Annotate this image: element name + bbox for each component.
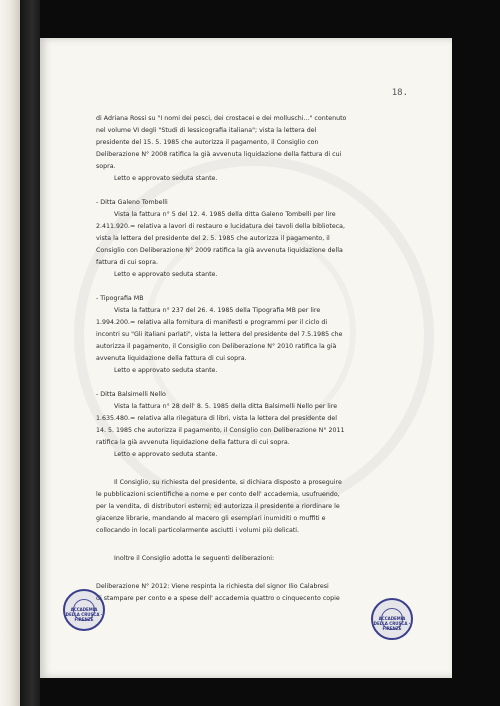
text-line: 2.411.920.= relativa a lavori di restauro e lucidatura dei tavoli della biblioteca, xyxy=(96,223,346,230)
text-line: Deliberazione N° 2012: Viene respinta la richiesta del signor Ilio Calabresi xyxy=(96,583,329,590)
text-line: di Adriana Rossi su "I nomi dei pesci, dei crostacei e dei molluschi..." contenuto xyxy=(96,115,347,122)
academy-stamp-right xyxy=(371,598,413,640)
text-line: 14. 5. 1985 che autorizza il pagamento, il Consiglio con Deliberazione N° 2011 xyxy=(96,427,345,434)
text-line: per la vendita, di distributori esterni; ed autorizza il presidente a riordinare le xyxy=(96,503,340,510)
text-line: Letto e approvato seduta stante. xyxy=(114,451,218,458)
text-line: 1.635.480.= relativa alla rilegatura di libri, vista la lettera del presidente del xyxy=(96,415,337,422)
text-line: Inoltre il Consiglio adotta le seguenti deliberazioni: xyxy=(114,555,275,562)
academy-stamp-left xyxy=(63,589,105,631)
document-page xyxy=(40,38,452,678)
text-line: ratifica la già avvenuta liquidazione della fattura di cui sopra. xyxy=(96,439,290,446)
text-line: autorizza il pagamento, il Consiglio con Deliberazione N° 2010 ratifica la già xyxy=(96,343,337,350)
section-heading: - Ditta Galeno Tombelli xyxy=(96,199,168,206)
stamp-text: ACCADEMIA DELLA CRUSCA · FIRENZE xyxy=(373,616,411,631)
section-heading: - Ditta Balsimelli Nello xyxy=(96,391,166,398)
text-line: incontri su "Gli italiani parlati", vista la lettera del presidente del 7.5.1985 che xyxy=(96,331,343,338)
text-line: collocando in locali particolarmente asciutti i volumi più delicati. xyxy=(96,527,300,534)
page-number: 18. xyxy=(391,88,408,98)
text-line: sopra. xyxy=(96,163,116,170)
text-line: Letto e approvato seduta stante. xyxy=(114,367,218,374)
text-line: nel volume VI degli "Studi di lessicografia italiana"; vista la lettera del xyxy=(96,127,317,134)
text-line: le pubblicazioni scientifiche a nome e per conto dell' accademia, usufruendo, xyxy=(96,491,340,498)
text-line: Vista la fattura n° 237 del 26. 4. 1985 della Tipografia MB per lire xyxy=(114,307,321,314)
section-heading: - Tipografia MB xyxy=(96,295,144,302)
text-line: Consiglio con Deliberazione N° 2009 ratifica la già avvenuta liquidazione della xyxy=(96,247,343,254)
text-line: giacenze librarie, mandando al macero gli esemplari inumiditi o muffiti e xyxy=(96,515,326,522)
text-line: di stampare per conto e a spese dell' accademia quattro o cinquecento copie xyxy=(96,595,340,602)
binding-strip xyxy=(20,0,40,706)
stamp-text: ACCADEMIA DELLA CRUSCA · FIRENZE xyxy=(65,607,103,622)
text-line: Vista la fattura n° 28 dell' 8. 5. 1985 della ditta Balsimelli Nello per lire xyxy=(114,403,338,410)
binding-edge xyxy=(0,0,20,706)
text-line: Deliberazione N° 2008 ratifica la già avvenuta liquidazione della fattura di cui xyxy=(96,151,342,158)
text-line: avvenuta liquidazione della fattura di cui sopra. xyxy=(96,355,247,362)
text-line: presidente del 15. 5. 1985 che autorizza il pagamento, il Consiglio con xyxy=(96,139,319,146)
text-line: Il Consiglio, su richiesta del presidente, si dichiara disposto a proseguire xyxy=(114,479,342,486)
text-line: 1.994.200.= relativa alla fornitura di manifesti e programmi per il ciclo di xyxy=(96,319,328,326)
document-body xyxy=(96,113,402,605)
text-line: Letto e approvato seduta stante. xyxy=(114,175,218,182)
text-line: Letto e approvato seduta stante. xyxy=(114,271,218,278)
text-line: fattura di cui sopra. xyxy=(96,259,158,266)
text-line: Vista la fattura n° 5 del 12. 4. 1985 della ditta Galeno Tombelli per lire xyxy=(114,211,336,218)
text-line: vista la lettera del presidente del 2. 5. 1985 che autorizza il pagamento, il xyxy=(96,235,330,242)
